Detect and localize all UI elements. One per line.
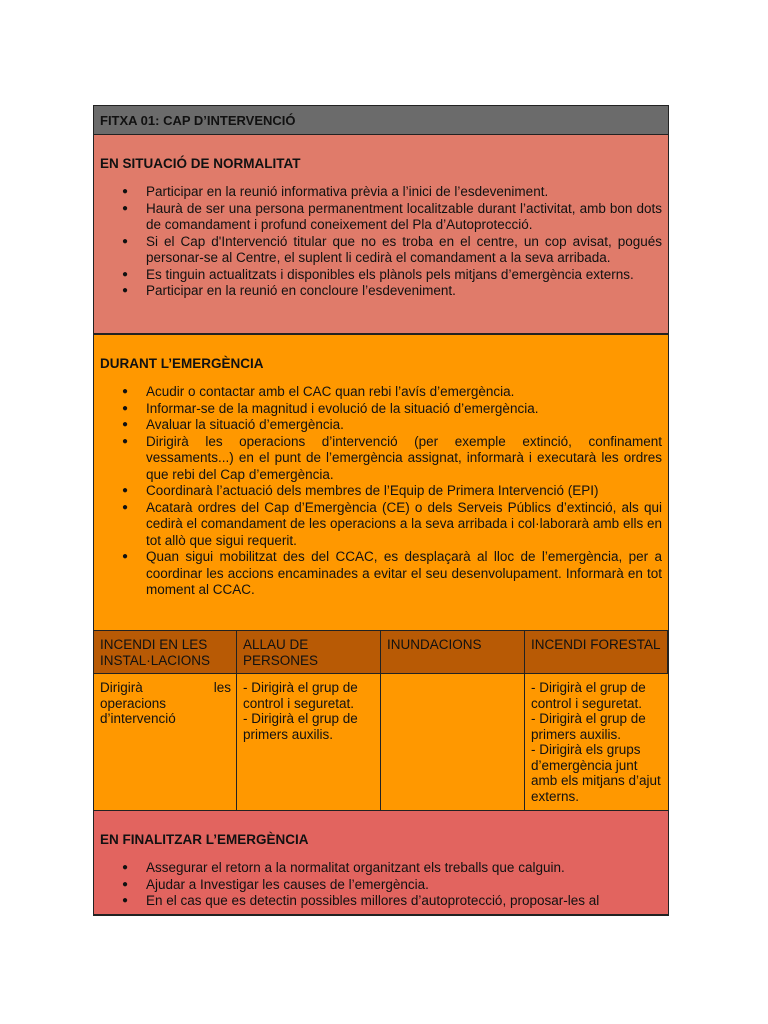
emergency-type-table [94,631,668,811]
list-item: ● Participar en la reunió informativa prèvia a l’inici de l’esdeveniment. [100,184,662,201]
section-heading: EN SITUACIÓ DE NORMALITAT [100,156,301,171]
fitxa-title: FITXA 01: CAP D’INTERVENCIÓ [94,106,668,135]
bullet-list [100,184,662,300]
list-item: ● Ajudar a Investigar les causes de l’emergència. [100,877,662,894]
cell-line: - Dirigirà els grups d’emergència junt amb els mitjans d’ajut externs. [531,742,661,804]
table-cell [525,674,668,811]
list-item: ● Es tinguin actualitzats i disponibles els plànols pels mitjans d’emergència externs. [100,267,662,284]
bullet-list [100,860,662,910]
table-header-cell: INUNDACIONS [381,631,525,674]
table-header-cell: INCENDI EN LES INSTAL·LACIONS [94,631,237,674]
table-header-cell: ALLAU DE PERSONES [237,631,381,674]
list-item: ● Coordinarà l’actuació dels membres de l’Equip de Primera Intervenció (EPI) [100,483,662,500]
list-item: ● Avaluar la situació d’emergència. [100,417,662,434]
section-durant [94,335,668,631]
table-cell [237,674,381,811]
cell-line: - Dirigirà el grup de control i seguretat. [531,680,646,711]
list-item: ● Haurà de ser una persona permanentment localitzable durant l’activitat, amb bon dots de comandament i profund coneixement del Pla d’Autoprotecció. [100,201,662,234]
cell-line: - Dirigirà el grup de primers auxilis. [531,711,646,742]
section-finalitzar [94,811,668,914]
table-cell: Dirigirà les operacions d’intervenció [94,674,237,811]
table-header-cell: INCENDI FORESTAL [525,631,668,674]
bullet-list [100,384,662,599]
table-cell [381,674,525,811]
list-item: ● Participar en la reunió en concloure l’esdeveniment. [100,283,662,300]
list-item: ● Acatarà ordres del Cap d’Emergència (CE) o dels Serveis Públics d’extinció, als qui cedirà el comandament de les operacions a la seva arribada i col·laborarà amb ells en tot allò que sigui requerit. [100,500,662,550]
list-item: ● Quan sigui mobilitzat des del CCAC, es desplaçarà al lloc de l’emergència, per a coordinar les accions encaminades a evitar el seu desenvolupament. Informarà en tot moment al CCAC. [100,549,662,599]
list-item: ● Informar-se de la magnitud i evolució de la situació d’emergència. [100,401,662,418]
section-heading: DURANT L’EMERGÈNCIA [100,356,264,371]
cell-line: - Dirigirà el grup de primers auxilis. [243,711,358,742]
list-item: ● Assegurar el retorn a la normalitat organitzant els treballs que calguin. [100,860,662,877]
list-item: ● Dirigirà les operacions d’intervenció (per exemple extinció, confinament vessaments...) en el punt de l’emergència assignat, informarà i executarà les ordres que rebi del Cap d’emergència. [100,434,662,484]
cell-line: - Dirigirà el grup de control i seguretat. [243,680,358,711]
list-item: ● Si el Cap d'Intervenció titular que no es troba en el centre, un cop avisat, pogués personar-se al Centre, el suplent li cedirà el comandament a la seva arribada. [100,234,662,267]
section-heading: EN FINALITZAR L’EMERGÈNCIA [100,832,309,847]
fitxa-table [93,105,669,916]
section-normalitat [94,135,668,335]
list-item: ● Acudir o contactar amb el CAC quan rebi l’avís d’emergència. [100,384,662,401]
list-item: ● En el cas que es detectin possibles millores d’autoprotecció, proposar-les al [100,893,662,910]
